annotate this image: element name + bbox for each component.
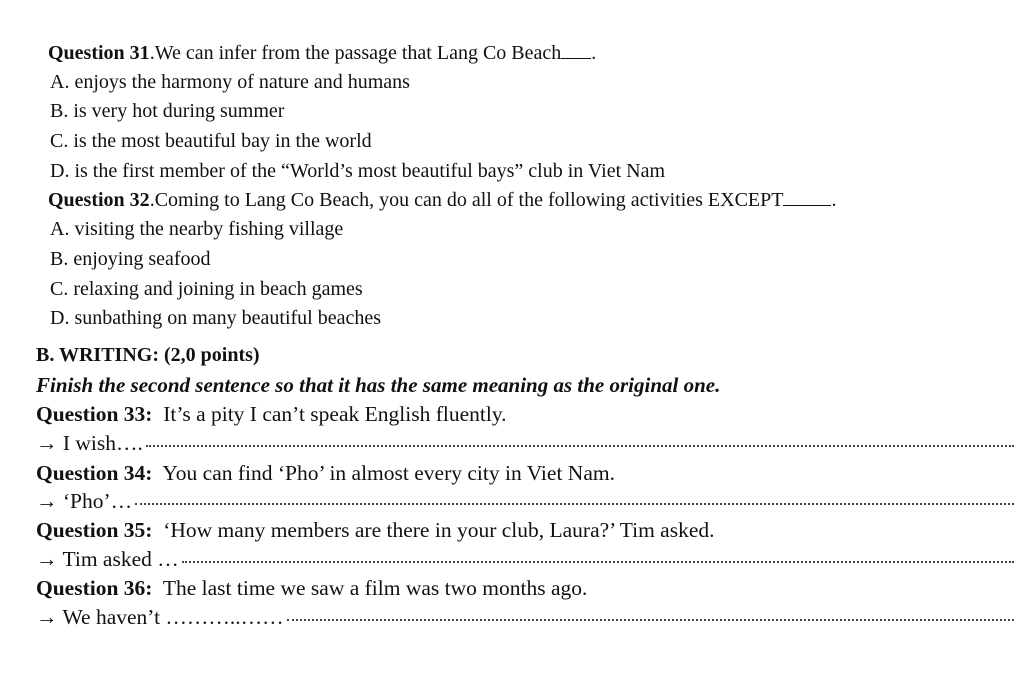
question-35-answer-line[interactable] (36, 549, 1014, 571)
question-32-option-c: C. relaxing and joining in beach games (50, 278, 363, 300)
question-32-stem (48, 190, 836, 210)
question-34 (36, 463, 615, 485)
question-36 (36, 578, 587, 600)
answer-dotted-line[interactable] (146, 445, 1014, 447)
question-32-label: Question 32 (48, 189, 150, 211)
question-31-text: .We can infer from the passage that Lang Co Beach (149, 42, 562, 64)
question-36-answer-line[interactable] (36, 607, 1014, 629)
question-31-stem (48, 43, 596, 63)
question-33-text: It’s a pity I can’t speak English fluently. (163, 402, 507, 426)
question-33-answer-start: → I wish…. (36, 431, 143, 455)
question-32-option-d: D. sunbathing on many beautiful beaches (50, 307, 382, 329)
question-32-text: .Coming to Lang Co Beach, you can do all of the following activities EXCEPT (149, 189, 784, 211)
answer-blank (561, 58, 591, 59)
question-36-text: The last time we saw a film was two months ago. (162, 576, 588, 600)
answer-blank (783, 205, 831, 206)
question-31-label: Question 31 (48, 42, 150, 64)
question-35 (36, 520, 715, 542)
question-31-option-d: D. is the first member of the “World’s most beautiful bays” club in Viet Nam (50, 160, 666, 182)
question-35-text: ‘How many members are there in your club, Laura?’ Tim asked. (163, 518, 715, 542)
question-31-period: . (591, 42, 597, 64)
question-31-option-b: B. is very hot during summer (50, 100, 285, 122)
question-36-answer-start: → We haven’t ………..…… (36, 605, 284, 629)
question-34-label: Question 34: (36, 461, 153, 485)
question-33-label: Question 33: (36, 402, 153, 426)
question-32-option-b: B. enjoying seafood (50, 248, 211, 270)
question-34-answer-start: → ‘Pho’… (36, 489, 133, 513)
question-35-label: Question 35: (36, 518, 153, 542)
question-32-period: . (831, 189, 837, 211)
question-35-answer-start: → Tim asked … (36, 547, 179, 571)
question-34-text: You can find ‘Pho’ in almost every city in Viet Nam. (162, 461, 615, 485)
writing-instruction: Finish the second sentence so that it has the same meaning as the original one. (36, 373, 721, 397)
answer-dotted-line[interactable] (287, 619, 1014, 621)
question-33 (36, 404, 507, 426)
writing-section-title: B. WRITING: (2,0 points) (36, 344, 260, 366)
question-31-option-a: A. enjoys the harmony of nature and humans (50, 71, 410, 93)
answer-dotted-line[interactable] (135, 503, 1014, 505)
question-32-option-a: A. visiting the nearby fishing village (50, 218, 344, 240)
question-33-answer-line[interactable] (36, 433, 1014, 455)
question-36-label: Question 36: (36, 576, 153, 600)
answer-dotted-line[interactable] (182, 561, 1014, 563)
question-34-answer-line[interactable] (36, 491, 1014, 513)
question-31-option-c: C. is the most beautiful bay in the world (50, 130, 372, 152)
